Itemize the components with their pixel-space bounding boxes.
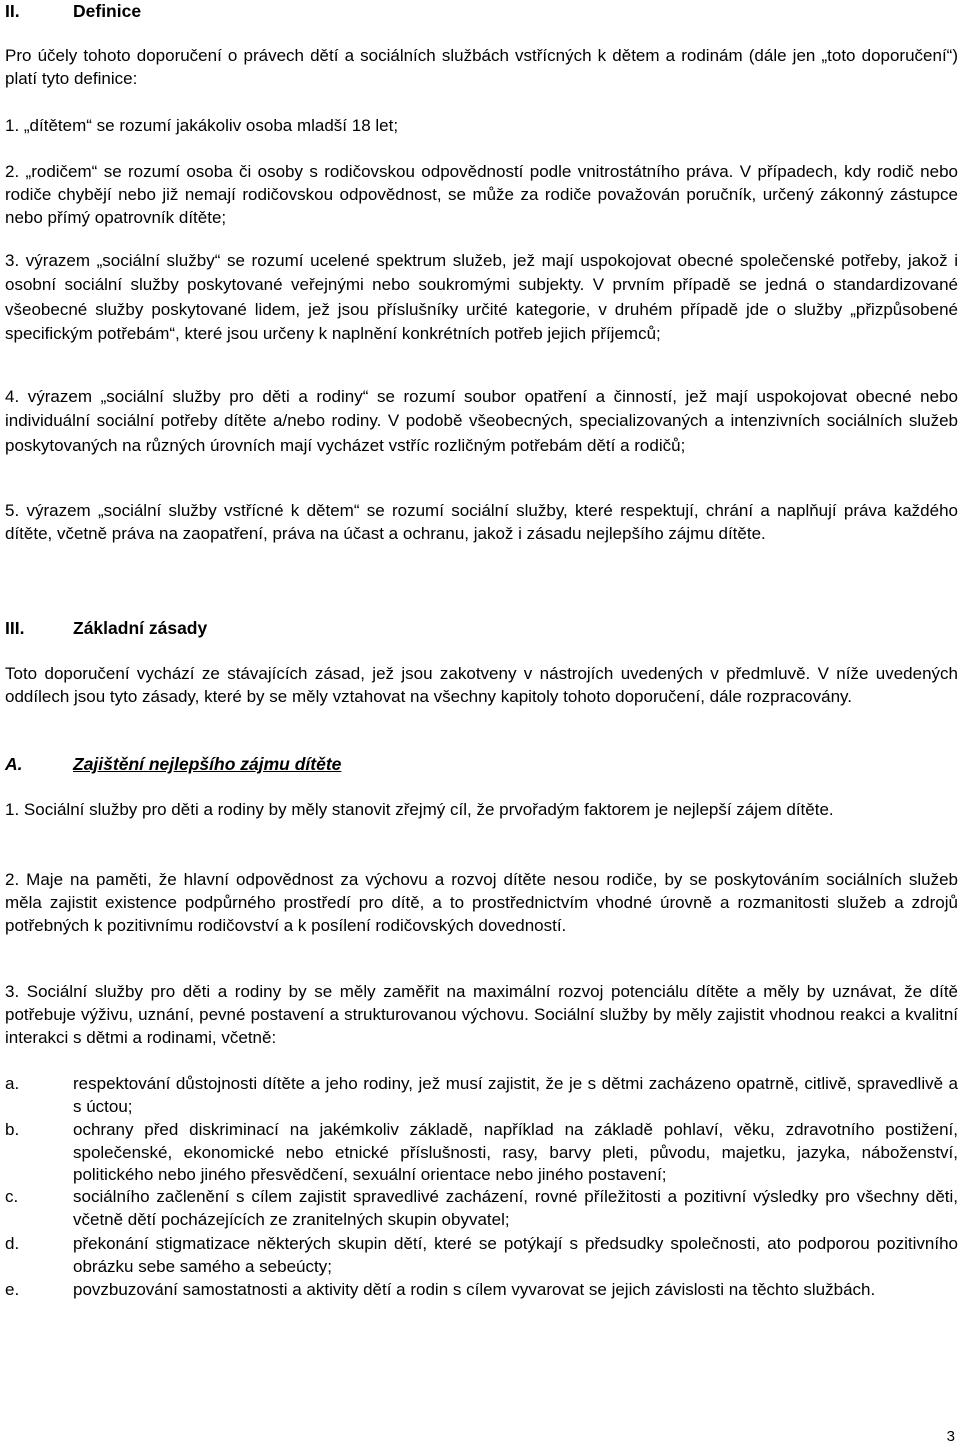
definition-2: 2. „rodičem“ se rozumí osoba či osoby s rodičovskou odpovědností podle vnitrostátního práva. V případech, kdy rodič nebo rodiče chybějí nebo již nemají rodičovskou odpovědnost, se může za rodiče považován poručník, určený zákonný zástupce nebo přímý opatrovník dítěte;	[5, 162, 958, 228]
list-marker: c.	[5, 1187, 19, 1206]
section-title: Základní zásady	[73, 618, 208, 638]
list-item	[5, 1073, 958, 1118]
section-number: III.	[5, 618, 25, 638]
definitions-intro: Pro účely tohoto doporučení o právech dětí a sociálních službách vstřícných k dětem a rodinám (dále jen „toto doporučení“) platí tyto definice:	[5, 46, 958, 89]
list-item-text: sociálního začlenění s cílem zajistit spravedlivé zacházení, rovné příležitosti a pozitivní výsledky pro všechny děti, včetně dětí pocházejících ze zranitelných skupin obyvatel;	[73, 1187, 958, 1229]
list-item	[5, 1186, 958, 1231]
list-marker: b.	[5, 1120, 20, 1139]
principles-intro: Toto doporučení vychází ze stávajících zásad, jež jsou zakotveny v nástrojích uvedených v předmluvě. V níže uvedených oddílech jsou tyto zásady, které by se měly vztahovat na všechny kapitoly tohoto doporučení, dále rozpracovány.	[5, 664, 958, 707]
list-item	[5, 1119, 958, 1187]
principle-3: 3. Sociální služby pro děti a rodiny by se měly zaměřit na maximální rozvoj potenciálu dítěte a měly by uznávat, že dítě potřebuje výživu, uznání, pevné postavení a strukturovanou výchovu. Sociální služby by měly zajistit vhodnou reakci a kvalitní interakci s dětmi a rodinami, včetně:	[5, 982, 958, 1048]
definition-5: 5. výrazem „sociální služby vstřícné k dětem“ se rozumí sociální služby, které respektují, chrání a naplňují práva každého dítěte, včetně práva na zaopatření, práva na účast a ochranu, jakož i zásadu nejlepšího zájmu dítěte.	[5, 501, 958, 544]
definition-4: 4. výrazem „sociální služby pro děti a rodiny“ se rozumí soubor opatření a činností, jež mají uspokojovat obecné nebo individuální sociální potřeby dítěte a/nebo rodiny. V podobě všeobecných, specializovaných a intenzivních sociálních služeb poskytovaných na různých úrovních mají vycházet vstříc rozličným potřebám dětí a rodičů;	[5, 387, 958, 455]
definition-3: 3. výrazem „sociální služby“ se rozumí ucelené spektrum služeb, jež mají uspokojovat obecné společenské potřeby, jakož i osobní sociální služby poskytované veřejnými nebo soukromými subjekty. V prvním případě se jedná o standardizované všeobecné služby poskytované lidem, jež jsou příslušníky určité kategorie, v druhém případě jde o služby „přizpůsobené specifickým potřebám“, které jsou určeny k naplnění konkrétních potřeb jejich příjemců;	[5, 251, 958, 343]
principle-2: 2. Maje na paměti, že hlavní odpovědnost za výchovu a rozvoj dítěte nesou rodiče, by se poskytováním sociálních služeb měla zajistit existence podpůrného prostředí pro dítě, a to prostřednictvím vhodné úrovně a rozmanitosti služeb a zdrojů potřebných k pozitivnímu rodičovství a k posílení rodičovských dovedností.	[5, 870, 958, 936]
list-marker: d.	[5, 1234, 20, 1253]
list-item-text: překonání stigmatizace některých skupin dětí, které se potýkají s předsudky společnosti, ato podporou pozitivního obrázku sebe samého a sebeúcty;	[73, 1234, 958, 1276]
section-number: II.	[5, 1, 20, 21]
list-item-text: povzbuzování samostatnosti a aktivity dětí a rodin s cílem vyvarovat se jejich závislosti na těchto službách.	[73, 1280, 876, 1299]
definition-1: 1. „dítětem“ se rozumí jakákoliv osoba mladší 18 let;	[5, 116, 399, 135]
list-item-text: respektování důstojnosti dítěte a jeho rodiny, jež musí zajistit, že je s dětmi zacházeno opatrně, citlivě, spravedlivě a s úctou;	[73, 1074, 958, 1116]
list-marker: a.	[5, 1074, 20, 1093]
list-marker: e.	[5, 1280, 20, 1299]
principle-1: 1. Sociální služby pro děti a rodiny by měly stanovit zřejmý cíl, že prvořadým faktorem je nejlepší zájem dítěte.	[5, 800, 834, 819]
list-item	[5, 1279, 958, 1302]
list-item-text: ochrany před diskriminací na jakémkoliv základě, například na základě pohlaví, věku, zdravotního postižení, společenské, ekonomické nebo etnické příslušnosti, rasy, barvy pleti, původu, majetku, jazyka, náboženství, politického nebo jiného přesvědčení, sexuální orientace nebo jiného postavení;	[73, 1120, 958, 1184]
page-number: 3	[946, 1428, 955, 1445]
subsection-title: Zajištění nejlepšího zájmu dítěte	[73, 754, 342, 774]
list-item	[5, 1233, 958, 1278]
section-title: Definice	[73, 1, 142, 21]
subsection-letter: A.	[5, 754, 23, 774]
